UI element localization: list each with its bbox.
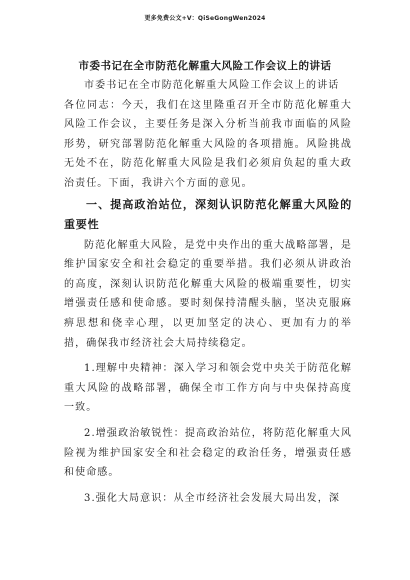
header-note: 更多免费公文+V：QiSeGongWen2024 (144, 15, 266, 22)
section-heading-1: 一、提高政治站位，深刻认识防范化解重大风险的重要性 (64, 197, 352, 231)
list-item-1: 1.理解中央精神：深入学习和领会党中央关于防范化解重大风险的战略部署，确保全市工作方向与中央保持高度一致。 (64, 363, 352, 414)
list-item-2: 2.增强政治敏锐性：提高政治站位，将防范化解重大风险视为维护国家安全和社会稳定的政治任务，增强责任感和使命感。 (64, 427, 352, 479)
document-title: 市委书记在全市防范化解重大风险工作会议上的讲话 (78, 60, 332, 72)
list-item-3: 3.强化大局意识：从全市经济社会发展大局出发，深 (84, 492, 340, 504)
subtitle-line: 市委书记在全市防范化解重大风险工作会议上的讲话 (84, 80, 340, 91)
section-1-paragraph: 防范化解重大风险，是党中央作出的重大战略部署，是维护国家安全和社会稳定的重要举措。我们必须从讲政治的高度，深刻认识防范化解重大风险的极端重要性，切实增强责任感和使命感。要时刻保持清醒头脑，坚决克服麻痹思想和侥幸心理，以更加坚定的决心、更加有力的举措，确保我市经济社会大局持续稳定。 (64, 239, 352, 349)
greeting-paragraph: 各位同志：今天，我们在这里隆重召开全市防范化解重大风险工作会议，主要任务是深入分析当前我市面临的风险形势，研究部署防范化解重大风险的各项措施。风险挑战无处不在，防范化解重大风险是我们必须肩负起的重大政治责任。下面，我讲六个方面的意见。 (64, 99, 352, 189)
document-body (64, 76, 352, 508)
